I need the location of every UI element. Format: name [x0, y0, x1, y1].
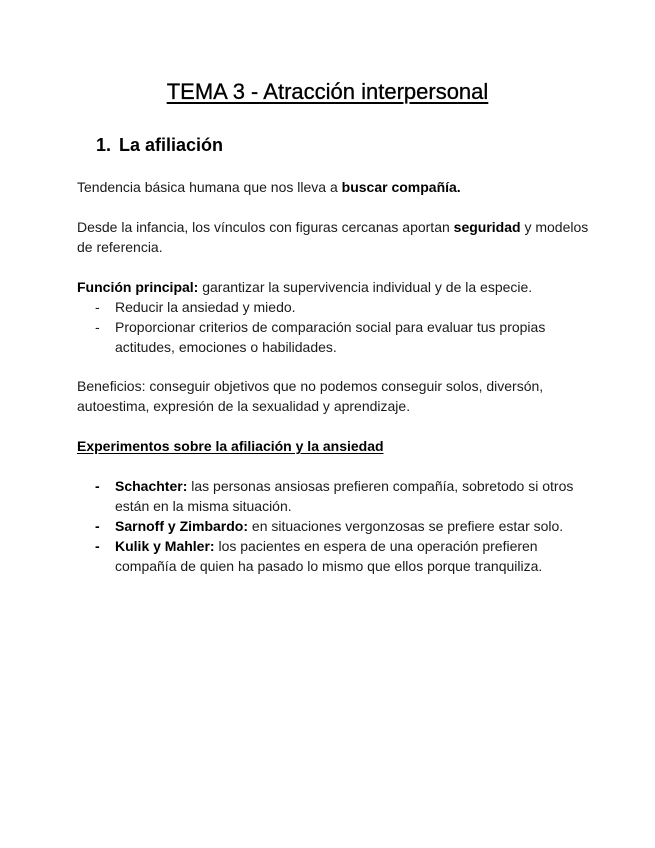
dash-bullet: - [95, 518, 100, 534]
list-item-text: Reducir la ansiedad y miedo. [115, 299, 296, 315]
list-item [77, 476, 597, 516]
paragraph-definition [77, 177, 597, 197]
paragraph-childhood [77, 217, 597, 257]
main-function-text: garantizar la supervivencia individual y de la especie. [198, 279, 533, 295]
experiment-text: en situaciones vergonzosas se prefiere estar solo. [248, 518, 564, 534]
page-title: TEMA 3 - Atracción interpersonal [166, 79, 489, 104]
experiment-text: las personas ansiosas prefieren compañía, sobretodo si otros están en la misma situación. [115, 478, 574, 514]
list-item [77, 536, 597, 576]
list-item [77, 317, 597, 357]
experiment-author: Schachter: [115, 478, 188, 494]
dash-bullet: - [95, 319, 100, 335]
experiments-list [77, 476, 597, 576]
experiment-author: Kulik y Mahler: [115, 538, 215, 554]
paragraph-main-function [77, 277, 597, 297]
experiments-heading-text: Experimentos sobre la afiliación y la ansiedad [77, 438, 384, 454]
list-item [77, 516, 597, 536]
section-title: La afiliación [119, 135, 224, 155]
definition-bold: buscar compañía. [341, 179, 461, 195]
experiment-text: los pacientes en espera de una operación prefieren compañía de quien ha pasado lo mismo que ellos porque tranquiliza. [115, 538, 543, 574]
paragraph-benefits [77, 376, 597, 416]
dash-bullet: - [95, 538, 100, 554]
benefits-text: Beneficios: conseguir objetivos que no podemos conseguir solos, diversón, autoestima, expresión de la sexualidad y aprendizaje. [77, 378, 544, 414]
childhood-text-after: y modelos de referencia. [77, 219, 589, 255]
experiment-author: Sarnoff y Zimbardo: [115, 518, 249, 534]
dash-bullet: - [95, 478, 100, 494]
definition-text: Tendencia básica humana que nos lleva a [77, 179, 342, 195]
section-heading [96, 133, 223, 157]
list-item [77, 297, 597, 317]
experiments-heading [77, 436, 597, 456]
dash-bullet: - [95, 299, 100, 315]
list-item-text: Proporcionar criterios de comparación social para evaluar tus propias actitudes, emociones o habilidades. [115, 319, 546, 355]
main-function-label: Función principal: [77, 279, 199, 295]
section-number: 1. [96, 135, 112, 155]
function-list [77, 297, 597, 357]
childhood-text-before: Desde la infancia, los vínculos con figuras cercanas aportan [77, 219, 454, 235]
childhood-bold: seguridad [453, 219, 521, 235]
